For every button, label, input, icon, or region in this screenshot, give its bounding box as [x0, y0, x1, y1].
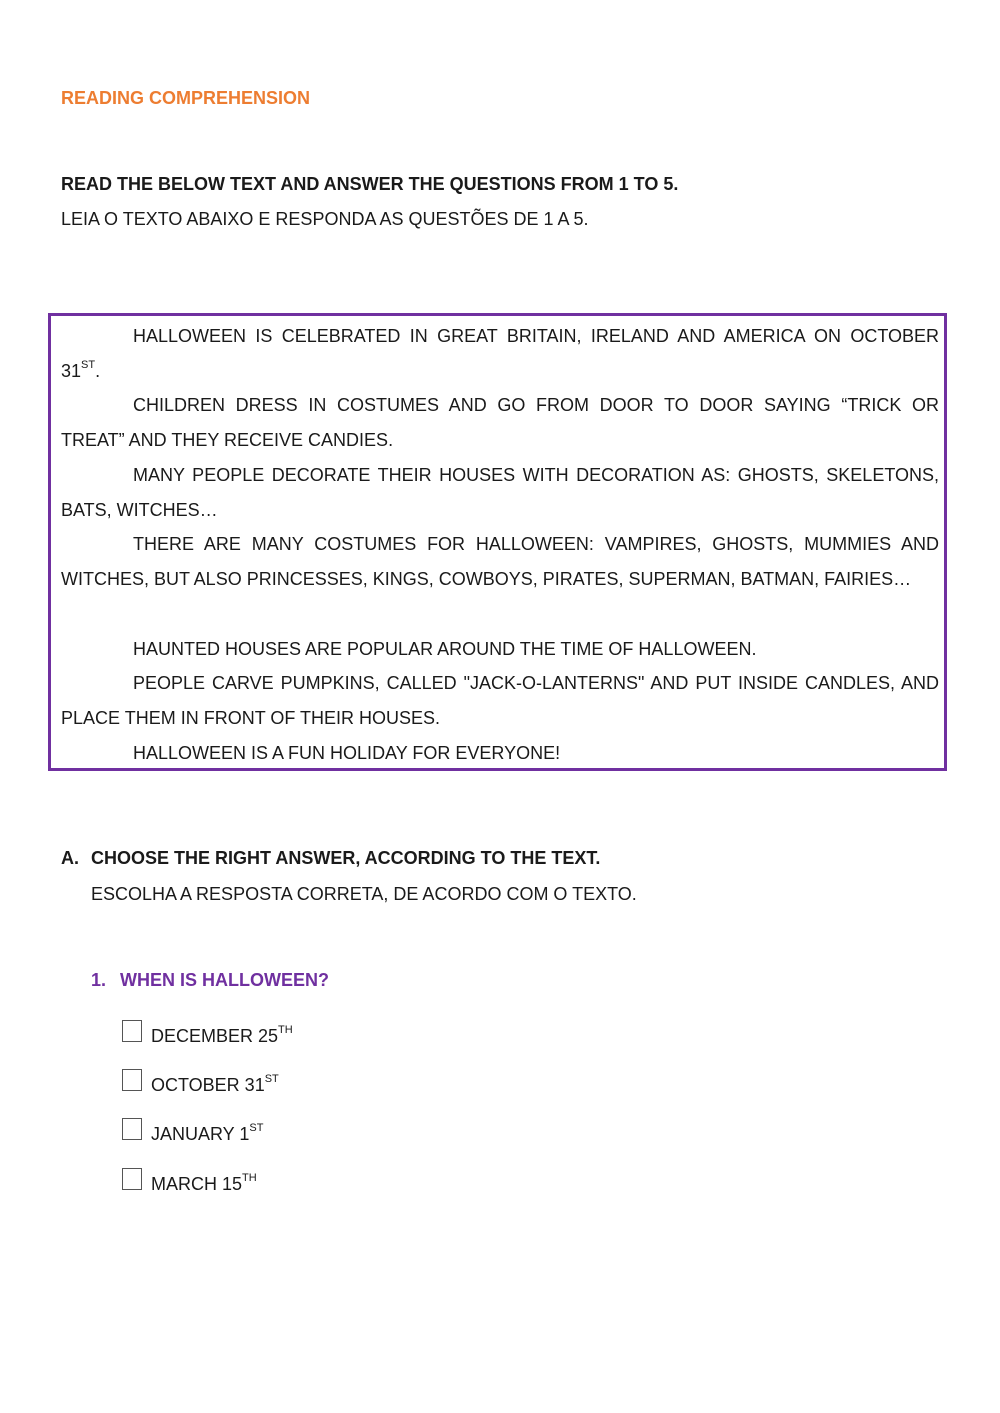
text-paragraph-7: HALLOWEEN IS A FUN HOLIDAY FOR EVERYONE!	[133, 743, 561, 763]
option-text: MARCH 15	[151, 1174, 243, 1194]
text-paragraph-1	[61, 319, 939, 388]
part-a-letter: A.	[61, 848, 79, 868]
option-text: JANUARY 1	[151, 1124, 250, 1144]
question-text: WHEN IS HALLOWEEN?	[120, 970, 329, 990]
option-label	[151, 1124, 263, 1145]
text-paragraph-3: MANY PEOPLE DECORATE THEIR HOUSES WITH DECORATION AS: GHOSTS, SKELETONS, BATS, WITCHES…	[61, 465, 939, 520]
answer-checkbox[interactable]	[122, 1069, 142, 1091]
text-paragraph-2: CHILDREN DRESS IN COSTUMES AND GO FROM DOOR TO DOOR SAYING “TRICK OR TREAT” AND THEY RECEIVE CANDIES.	[61, 395, 939, 450]
option-suffix: TH	[242, 1172, 257, 1184]
option-text: DECEMBER 25	[151, 1026, 279, 1046]
part-a-heading	[61, 848, 600, 869]
date-suffix: ST	[81, 358, 96, 371]
reading-text-box	[48, 313, 947, 771]
option-label	[151, 1026, 293, 1047]
option-label	[151, 1174, 257, 1195]
answer-checkbox[interactable]	[122, 1118, 142, 1140]
option-suffix: TH	[278, 1024, 293, 1036]
option-suffix: ST	[264, 1073, 279, 1085]
section-title: READING COMPREHENSION	[61, 88, 311, 108]
text-paragraph-4: THERE ARE MANY COSTUMES FOR HALLOWEEN: VAMPIRES, GHOSTS, MUMMIES AND WITCHES, BUT ALSO PRINCESSES, KINGS, COWBOYS, PIRATES, SUPERMAN, BATMAN, FAIRIES…	[61, 534, 939, 589]
option-label	[151, 1075, 279, 1096]
answer-checkbox[interactable]	[122, 1020, 142, 1042]
question-1	[91, 970, 329, 991]
answer-checkbox[interactable]	[122, 1168, 142, 1190]
part-a-english: CHOOSE THE RIGHT ANSWER, ACCORDING TO THE TEXT.	[91, 848, 601, 868]
text-paragraph-5: HAUNTED HOUSES ARE POPULAR AROUND THE TIME OF HALLOWEEN.	[133, 639, 757, 659]
option-text: OCTOBER 31	[151, 1075, 265, 1095]
instruction-english: READ THE BELOW TEXT AND ANSWER THE QUESTIONS FROM 1 TO 5.	[61, 174, 679, 194]
question-number: 1.	[91, 970, 107, 990]
paragraph-1-text: HALLOWEEN IS CELEBRATED IN GREAT BRITAIN, IRELAND AND AMERICA ON OCTOBER 31	[61, 326, 939, 381]
instruction-portuguese: LEIA O TEXTO ABAIXO E RESPONDA AS QUESTÕES DE 1 A 5.	[61, 209, 589, 229]
text-paragraph-6: PEOPLE CARVE PUMPKINS, CALLED "JACK-O-LANTERNS" AND PUT INSIDE CANDLES, AND PLACE THEM IN FRONT OF THEIR HOUSES.	[61, 673, 939, 728]
part-a-portuguese: ESCOLHA A RESPOSTA CORRETA, DE ACORDO COM O TEXTO.	[91, 884, 637, 904]
option-suffix: ST	[249, 1122, 264, 1134]
paragraph-1-end: .	[95, 360, 101, 381]
